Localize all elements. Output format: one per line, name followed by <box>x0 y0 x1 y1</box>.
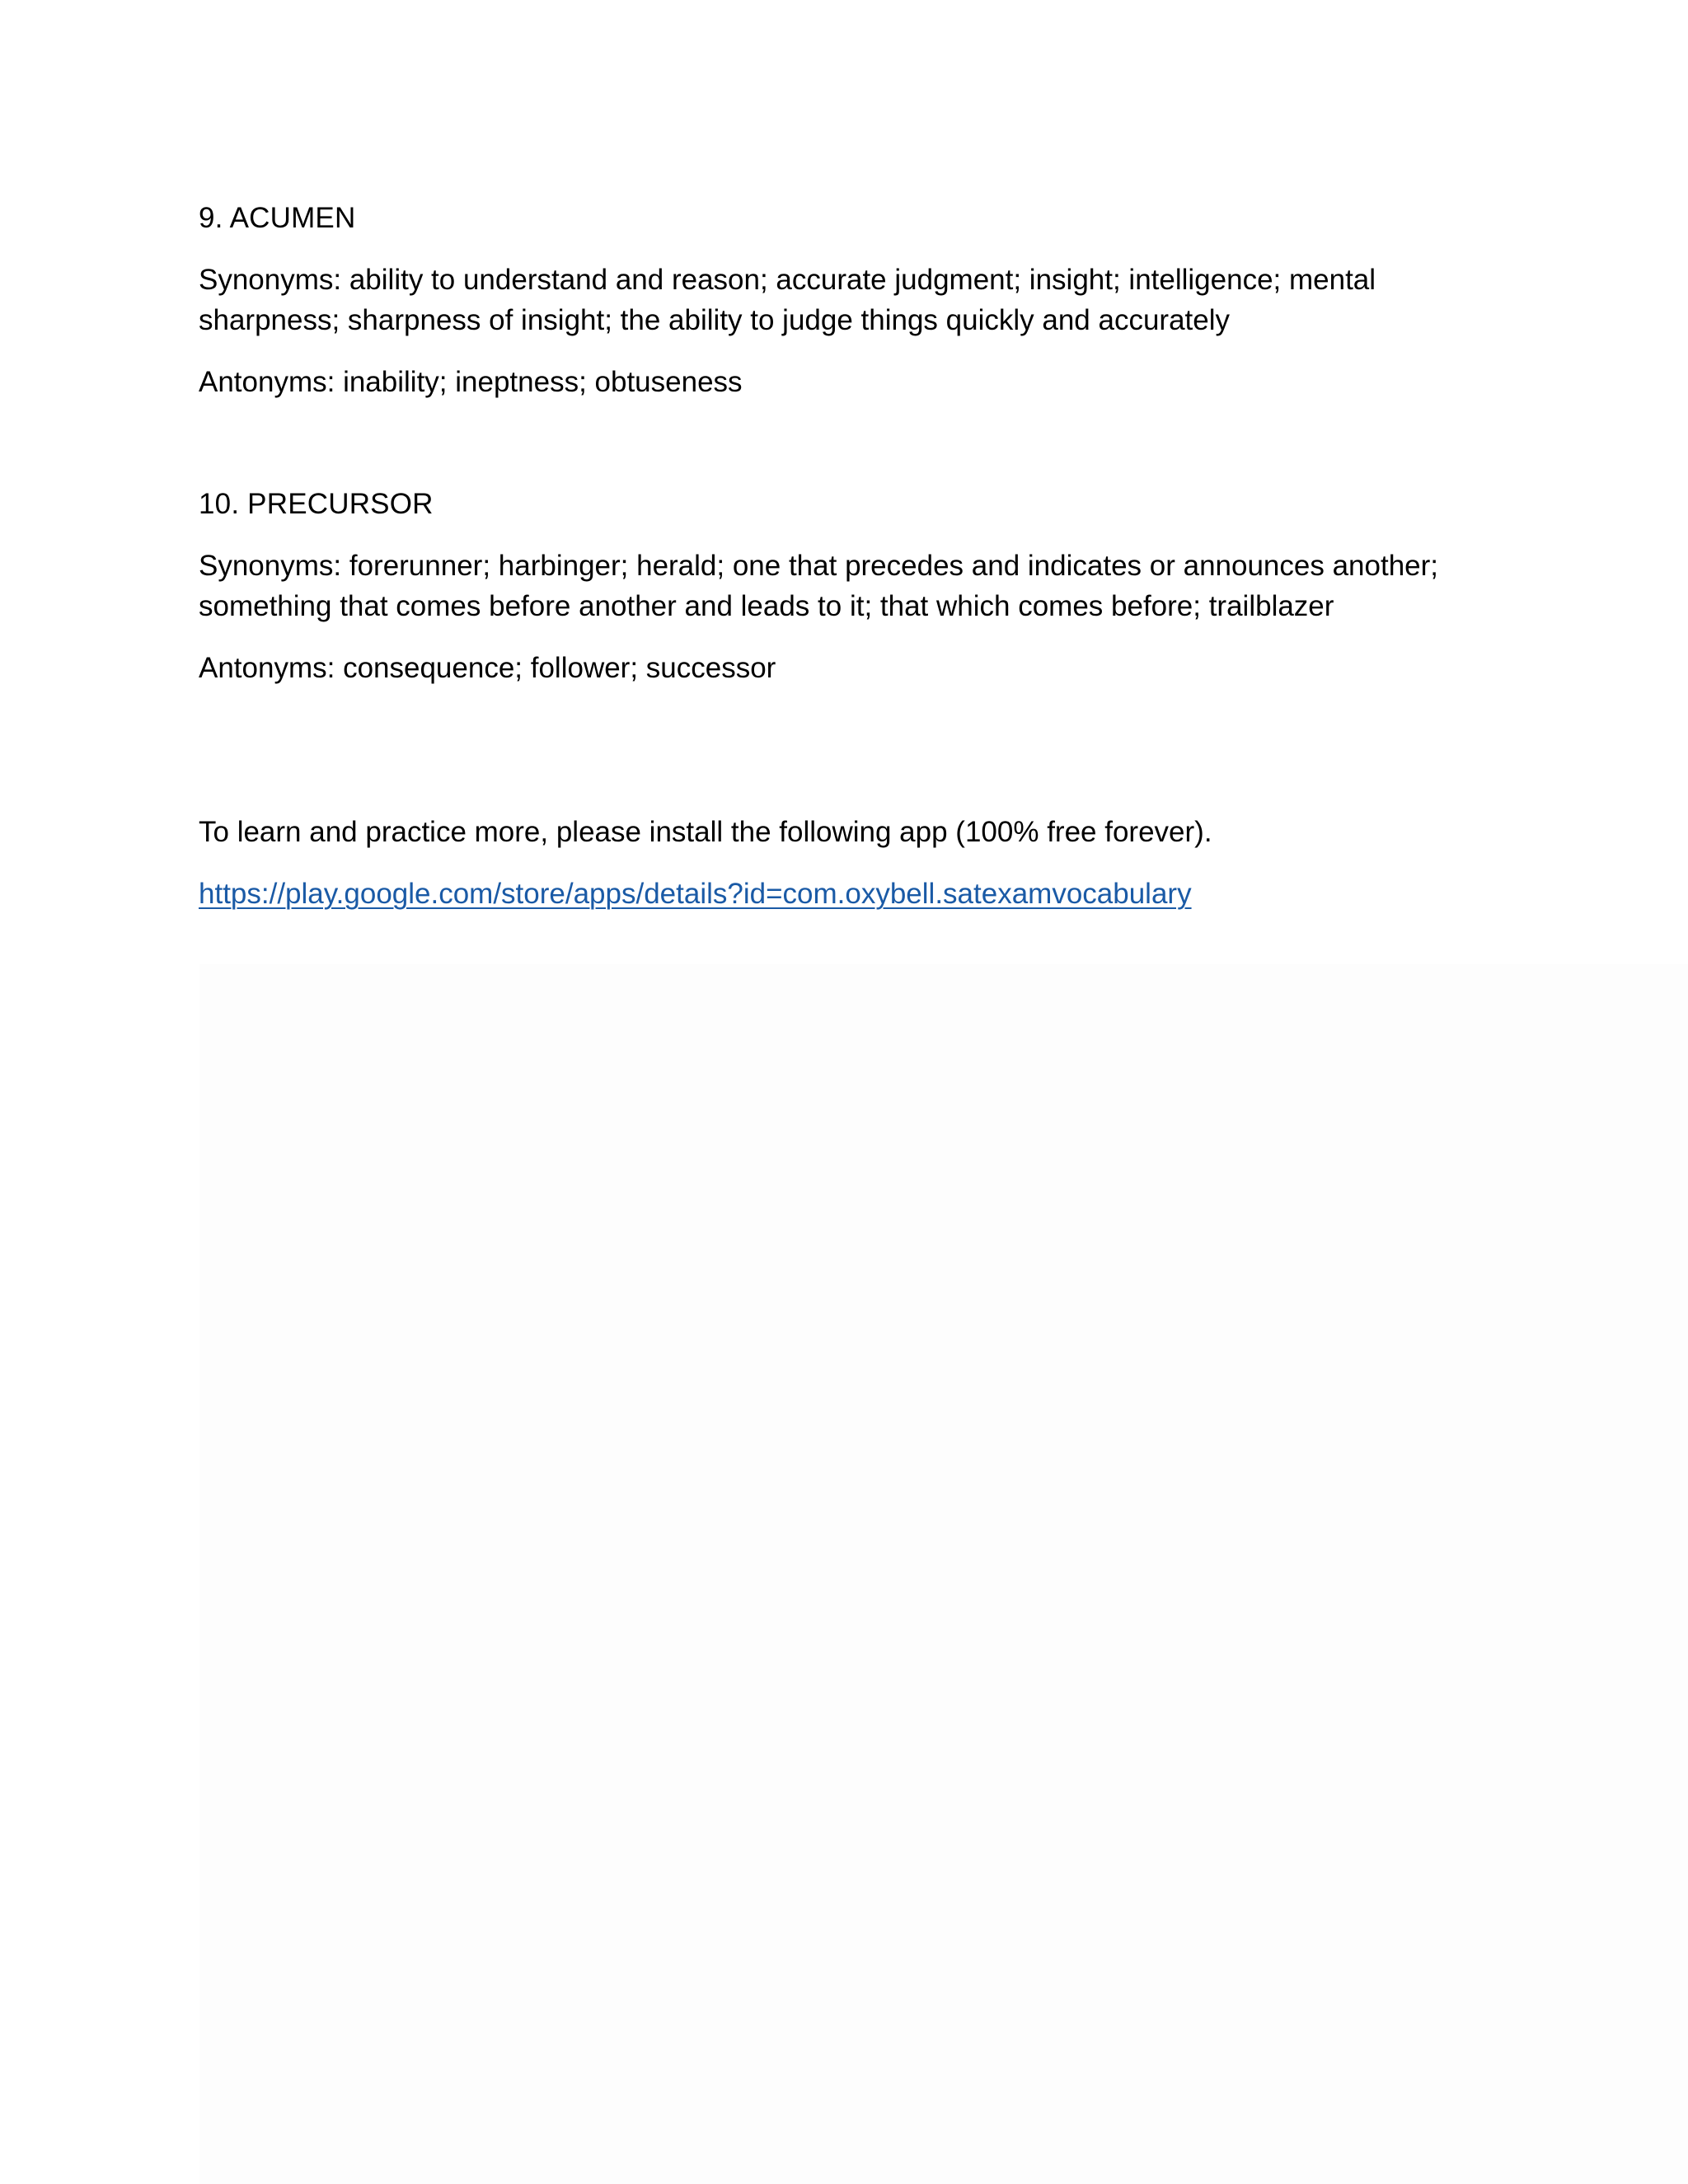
vocab-entry-precursor <box>199 484 1501 688</box>
document-content <box>199 198 1501 935</box>
app-store-link[interactable]: https://play.google.com/store/apps/details?id=com.oxybell.satexamvocabulary <box>199 878 1192 910</box>
synonyms-text: Synonyms: ability to understand and reason; accurate judgment; insight; intelligence; mental sharpness; sharpness of insight; the ability to judge things quickly and accurately <box>199 264 1376 336</box>
vocab-entry-acumen <box>199 198 1501 402</box>
entry-title: 9. ACUMEN <box>199 202 356 234</box>
footer-block <box>199 812 1501 914</box>
entry-title: 10. PRECURSOR <box>199 488 434 520</box>
footer-link-line <box>199 874 1501 914</box>
footer-note: To learn and practice more, please install the following app (100% free forever). <box>199 816 1212 848</box>
antonyms-text: Antonyms: inability; ineptness; obtuseness <box>199 366 743 398</box>
page-shade <box>199 964 1688 2184</box>
antonyms-text: Antonyms: consequence; follower; successor <box>199 652 776 684</box>
synonyms-text: Synonyms: forerunner; harbinger; herald; one that precedes and indicates or announces another; something that comes before another and leads to it; that which comes before; trailblazer <box>199 550 1439 622</box>
